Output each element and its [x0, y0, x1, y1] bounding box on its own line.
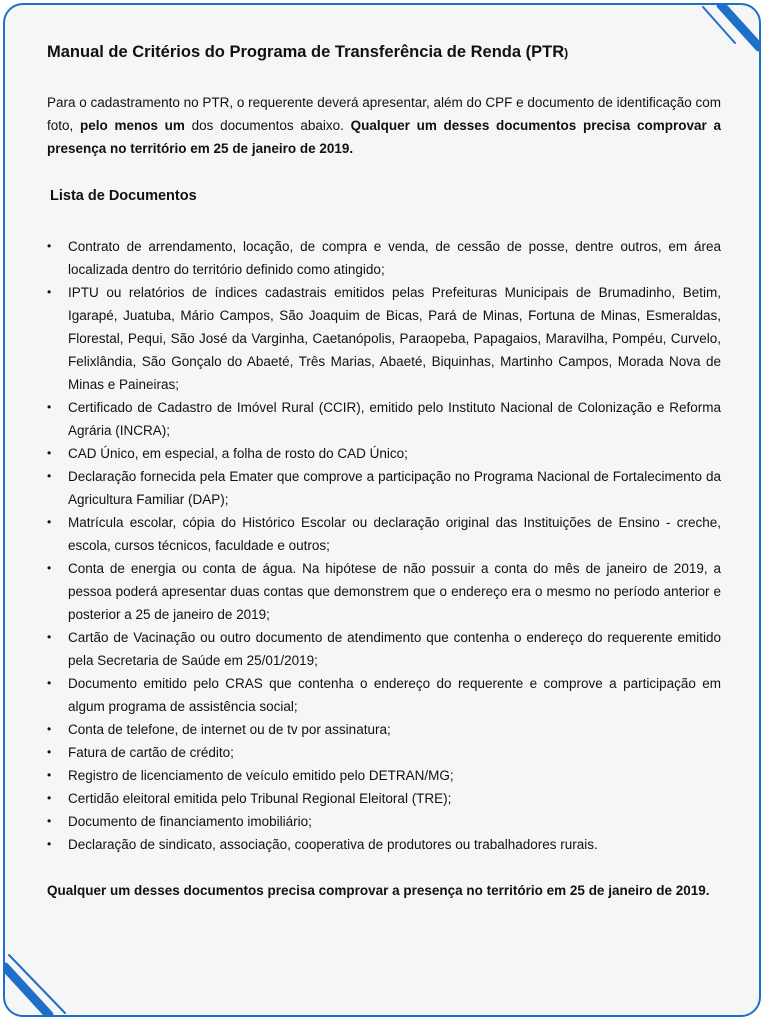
list-item-text: Conta de energia ou conta de água. Na hipótese de não possuir a conta do mês de janeiro de 2019, a pessoa poderá apresentar duas contas que demonstrem que o endereço era o mesmo no período anterior e posterior a 25 de janeiro de 2019;: [68, 561, 721, 622]
bullet-icon: •: [47, 285, 52, 299]
list-item: [47, 833, 721, 856]
bullet-icon: •: [47, 400, 52, 414]
bullet-icon: •: [47, 768, 52, 782]
list-item: [47, 465, 721, 511]
bullet-icon: •: [47, 469, 52, 483]
list-item: [47, 442, 721, 465]
list-item: [47, 235, 721, 281]
bullet-icon: •: [47, 791, 52, 805]
list-item: [47, 281, 721, 396]
list-item: [47, 557, 721, 626]
corner-decoration-bottom-left: [5, 953, 75, 1015]
intro-paragraph: Para o cadastramento no PTR, o requerente deverá apresentar, além do CPF e documento de identificação com foto, pelo menos um dos documentos abaixo. Qualquer um desses documentos precisa comprovar a presença no território em 25 de janeiro de 2019.: [47, 95, 721, 156]
list-item-text: IPTU ou relatórios de índices cadastrais emitidos pelas Prefeituras Municipais de Brumadinho, Betim, Igarapé, Juatuba, Mário Campos, São Joaquim de Bicas, Pará de Minas, Fortuna de Minas, Esmeraldas, Florestal, Pequi, São José da Varginha, Caetanópolis, Paraopeba, Papagaios, Maravilha, Pompéu, Curvelo, Felixlândia, São Gonçalo do Abaeté, Três Marias, Abaeté, Biquinhas, Martinho Campos, Morada Nova de Minas e Paineiras;: [68, 285, 721, 392]
document-content: [47, 40, 721, 902]
list-item-text: Fatura de cartão de crédito;: [68, 745, 234, 760]
bullet-icon: •: [47, 722, 52, 736]
bullet-icon: •: [47, 814, 52, 828]
bullet-icon: •: [47, 561, 52, 575]
list-item-text: CAD Único, em especial, a folha de rosto do CAD Único;: [68, 446, 408, 461]
list-item-text: Contrato de arrendamento, locação, de compra e venda, de cessão de posse, dentre outros, em área localizada dentro do território definido como atingido;: [68, 239, 721, 277]
list-item: [47, 741, 721, 764]
list-item-text: Cartão de Vacinação ou outro documento de atendimento que contenha o endereço do requerente emitido pela Secretaria de Saúde em 25/01/2019;: [68, 630, 721, 668]
list-item: [47, 672, 721, 718]
list-item-text: Matrícula escolar, cópia do Histórico Escolar ou declaração original das Instituições de Ensino - creche, escola, cursos técnicos, faculdade e outros;: [68, 515, 721, 553]
list-item-text: Certidão eleitoral emitida pelo Tribunal Regional Eleitoral (TRE);: [68, 791, 452, 806]
list-item-text: Documento de financiamento imobiliário;: [68, 814, 312, 829]
list-item: [47, 810, 721, 833]
list-item-text: Certificado de Cadastro de Imóvel Rural (CCIR), emitido pelo Instituto Nacional de Colonização e Reforma Agrária (INCRA);: [68, 400, 721, 438]
bullet-icon: •: [47, 837, 52, 851]
list-item-text: Registro de licenciamento de veículo emitido pelo DETRAN/MG;: [68, 768, 454, 783]
list-item-text: Declaração fornecida pela Emater que comprove a participação no Programa Nacional de Fortalecimento da Agricultura Familiar (DAP);: [68, 469, 721, 507]
bullet-icon: •: [47, 676, 52, 690]
document-list: [47, 235, 721, 856]
closing-statement: Qualquer um desses documentos precisa comprovar a presença no território em 25 de janeiro de 2019.: [47, 883, 710, 898]
list-item-text: Conta de telefone, de internet ou de tv por assinatura;: [68, 722, 391, 737]
list-heading: Lista de Documentos: [50, 188, 197, 204]
list-item: [47, 718, 721, 741]
document-title: Manual de Critérios do Programa de Transferência de Renda (PTR): [47, 43, 569, 61]
bullet-icon: •: [47, 745, 52, 759]
list-item-text: Documento emitido pelo CRAS que contenha o endereço do requerente e comprove a participação em algum programa de assistência social;: [68, 676, 721, 714]
list-item: [47, 764, 721, 787]
bullet-icon: •: [47, 239, 52, 253]
list-item: [47, 396, 721, 442]
list-item: [47, 626, 721, 672]
bullet-icon: •: [47, 446, 52, 460]
list-item: [47, 787, 721, 810]
bullet-icon: •: [47, 515, 52, 529]
list-item: [47, 511, 721, 557]
bullet-icon: •: [47, 630, 52, 644]
list-item-text: Declaração de sindicato, associação, cooperativa de produtores ou trabalhadores rurais.: [68, 837, 598, 852]
